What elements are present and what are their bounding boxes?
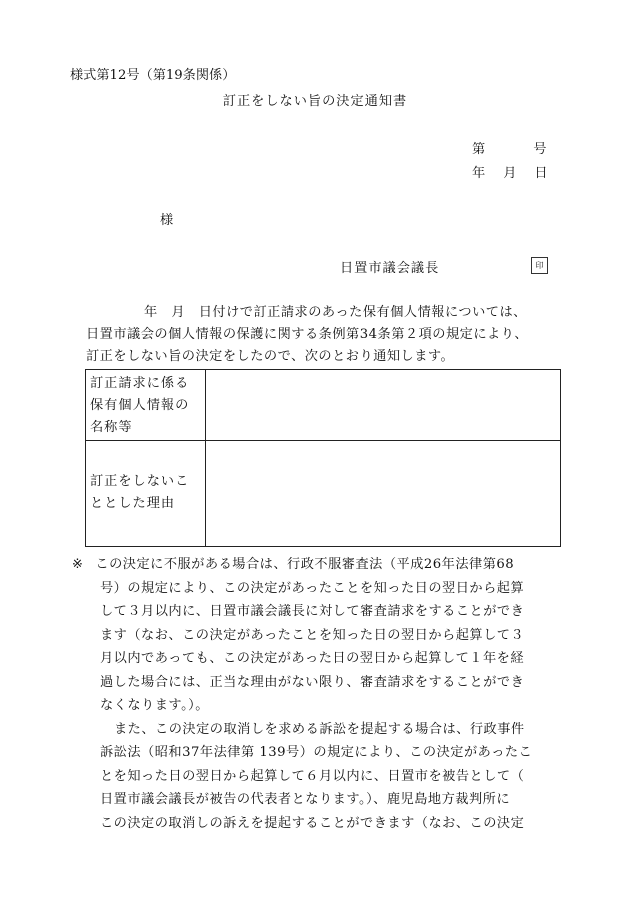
body-line: 年 月 日付けで訂正請求のあった保有個人情報については、 [144,305,527,320]
document-date [472,162,548,181]
table-row [86,370,560,441]
addressee-honorific: 様 [160,213,174,228]
body-line: 訂正をしない旨の決定をしたので、次のとおり通知します。 [86,349,455,364]
note-line: 号）の規定により、この決定があったことを知った日の翌日から起算 [100,580,525,596]
number-prefix: 第 [472,142,486,157]
table-row-label: 訂正をしないこ ととした理由 [86,441,206,546]
date-year: 年 [472,166,486,181]
date-month: 月 [503,166,517,181]
seal-icon: 印 [531,257,548,274]
form-label: 様式第12号（第19条関係） [70,68,236,83]
note-line: して３月以内に、日置市議会議長に対して審査請求をすることができ [100,604,525,619]
body-text [86,302,566,368]
note-line: 日置市議会議長が被告の代表者となります。）、鹿児島地方裁判所に [100,792,511,807]
table-row-value [206,370,560,440]
table-row [86,441,560,546]
document-number [472,138,546,157]
document-title: 訂正をしない旨の決定通知書 [222,94,408,109]
table-row-label: 訂正請求に係る 保有個人情報の 名称等 [86,370,206,440]
note-line: 訴訟法（昭和37年法律第 139号）の規定により、この決定があったこ [100,745,533,760]
note-line: この決定の取消しの訴えを提起することができます（なお、この決定 [100,815,525,831]
note-line: なくなります。）。 [100,698,209,713]
note-mark: ※ [72,557,84,572]
number-suffix: 号 [533,142,547,157]
note-line: ます（なお、この決定があったことを知った日の翌日から起算して３ [100,627,525,643]
date-day: 日 [534,166,548,181]
note-section [72,553,566,835]
sender-name: 日置市議会議長 [340,261,440,276]
note-line: 月以内であっても、この決定があった日の翌日から起算して１年を経 [100,651,525,666]
note-line: また、この決定の取消しを求める訴訟を提起する場合は、行政事件 [114,721,525,737]
info-table [85,369,561,547]
note-line: ※ この決定に不服がある場合は、行政不服審査法（平成26年法律第68 [72,553,566,577]
note-line: 過した場合には、正当な理由がない限り、審査請求をすることができ [100,674,525,690]
note-line: とを知った日の翌日から起算して６月以内に、日置市を被告として（ [100,768,525,784]
table-row-value [206,441,560,546]
body-line: 日置市議会の個人情報の保護に関する条例第34条第２項の規定により、 [86,327,529,342]
